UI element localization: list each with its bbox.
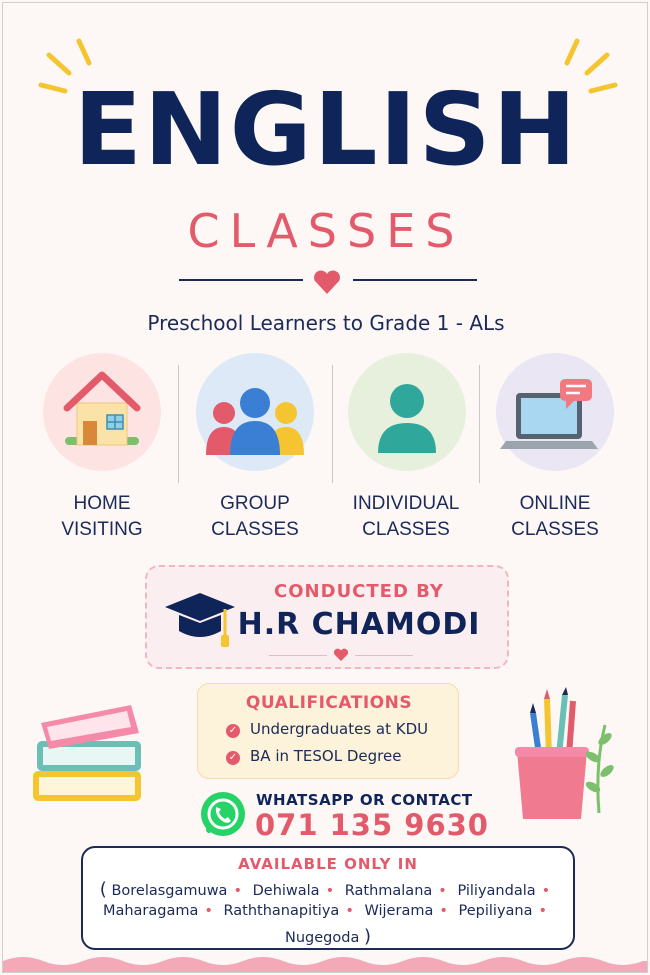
area-item: Maharagama [102,903,199,919]
whatsapp-icon[interactable] [199,790,247,838]
divider-right [353,279,477,281]
area-item: Raththanapitiya [223,903,340,919]
heart-icon [312,269,342,295]
areas-line-2: Maharagama • Raththanapitiya • Wijerama • Pepiliyana • [102,903,548,919]
service-separator [479,365,480,483]
laptop-icon [496,353,614,471]
service-online-circle [496,353,614,471]
heart-icon [333,648,349,662]
service-home-label: HOME VISITING [61,493,143,540]
group-icon [196,353,314,471]
qualification-item: ✓ BA in TESOL Degree [226,747,401,765]
availability-title: AVAILABLE ONLY IN [238,855,418,873]
qualification-item: ✓ Undergraduates at KDU [226,720,428,738]
service-group-circle [196,353,314,471]
pencil-cup-icon [503,685,615,823]
poster [2,2,648,973]
areas-line-3: Nugegoda ) [285,926,371,947]
person-icon [348,353,466,471]
house-icon [43,353,161,471]
area-item: Dehiwala [252,883,320,899]
service-group-label: GROUP CLASSES [211,493,299,540]
check-icon: ✓ [226,751,240,765]
service-individual-label: INDIVIDUAL CLASSES [352,493,460,540]
conducted-by-label: CONDUCTED BY [274,581,444,602]
phone-number[interactable]: 071 135 9630 [255,808,489,842]
service-separator [178,365,179,483]
bottom-wave [3,953,648,973]
area-item: Wijerama [364,903,434,919]
qualifications-title: QUALIFICATIONS [245,693,413,713]
page-title: ENGLISH [73,71,579,188]
teacher-card [145,565,509,669]
area-item: Borelasgamuwa [111,883,228,899]
tagline: Preschool Learners to Grade 1 - ALs [147,311,505,335]
area-item: Pepiliyana [458,903,533,919]
page-subtitle: CLASSES [187,204,465,258]
service-online-label: ONLINE CLASSES [511,493,599,540]
teacher-name: H.R CHAMODI [237,607,481,642]
service-separator [332,365,333,483]
service-individual-circle [348,353,466,471]
availability-box [81,846,575,950]
contact-label: WHATSAPP OR CONTACT [256,791,473,809]
service-home-circle [43,353,161,471]
area-item: Piliyandala [457,883,536,899]
divider-left [179,279,303,281]
area-item: Nugegoda [285,930,360,946]
divider-right [355,655,413,656]
divider-left [269,655,327,656]
qualifications-box [197,683,459,779]
check-icon: ✓ [226,724,240,738]
books-icon [27,693,155,821]
areas-line-1: ( Borelasgamuwa • Dehiwala • Rathmalana • Piliyandala • [99,879,551,900]
area-item: Rathmalana [344,883,433,899]
